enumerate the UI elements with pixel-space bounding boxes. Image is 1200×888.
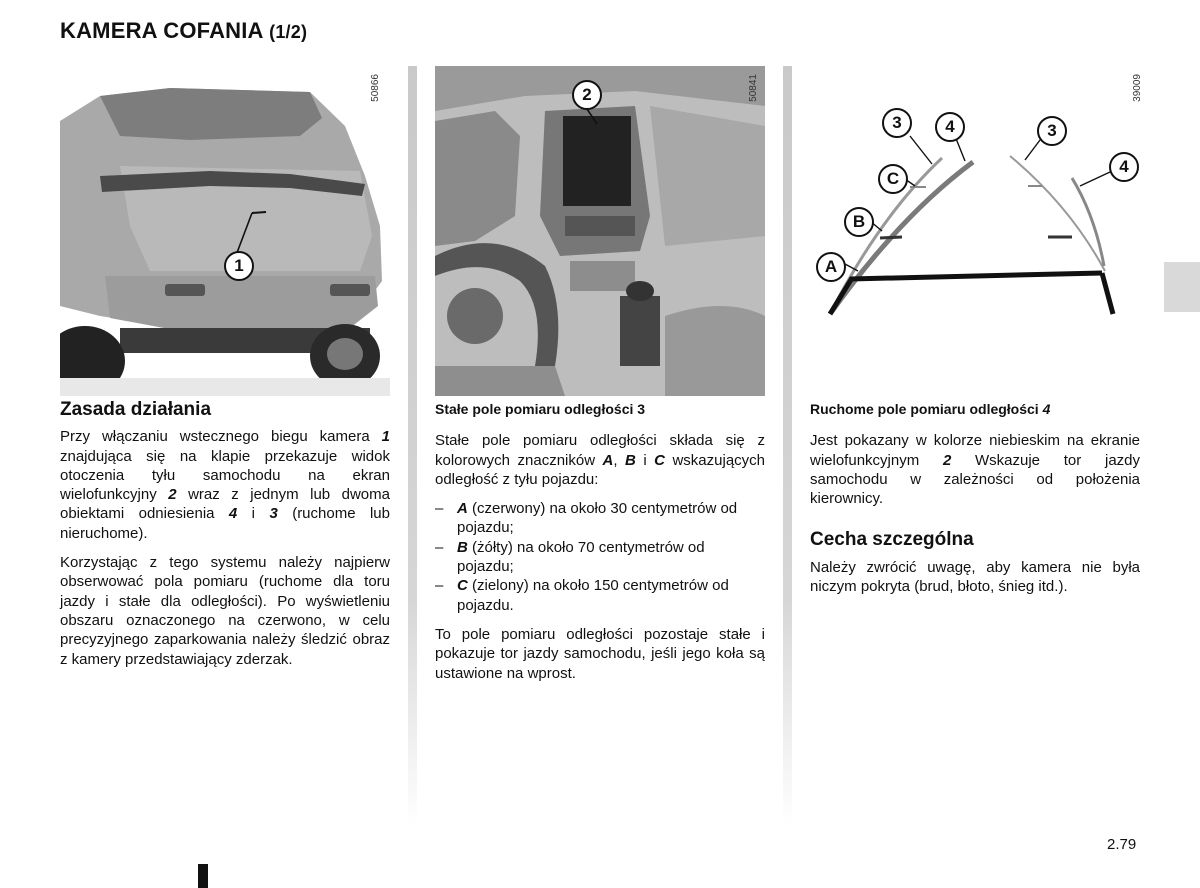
distance-list (435, 499, 765, 615)
paragraph: Należy zwrócić uwagę, aby kamera nie była niczym pokryta (brud, błoto, śnieg itd.). (810, 558, 1140, 596)
page-title-part: (1/2) (269, 22, 308, 42)
column-separator (408, 66, 417, 826)
car-rear-illustration (60, 66, 390, 396)
callout-c: C (878, 164, 908, 194)
callout-4-left: 4 (935, 112, 965, 142)
list-item: – C (zielony) na około 150 centymetrów od pojazdu. (435, 577, 729, 614)
paragraph: Jest pokazany w kolorze niebieskim na ekranie wielofunkcyjnym 2 Wskazuje tor jazdy samochodu w zależności od położenia kierownicy. (810, 432, 1140, 508)
page-title (60, 18, 307, 44)
callout-4-right: 4 (1109, 152, 1139, 182)
dashboard-illustration (435, 66, 765, 396)
callout-3-right: 3 (1037, 116, 1067, 146)
column-3 (810, 400, 1140, 606)
paragraph: Przy włączaniu wstecznego biegu kamera 1 znajdująca się na klapie przekazuje widok otoczenia tyłu samochodu na ekran wielofunkcyjny 2 wraz z jednym lub dwoma obiektami odniesienia 4 i 3 (ruchome lub nieruchome). (60, 428, 390, 542)
paragraph: Korzystając z tego systemu należy najpierw obserwować pola pomiaru (ruchome dla toru jazdy i stałe dla odległości). Po wyświetleniu obszaru oznaczonego na czerwono, w celu precyzyjnego zaparkowania należy śledzić obraz z kamery przedstawiający zderzak. (60, 554, 390, 668)
callout-a: A (816, 252, 846, 282)
paragraph: Stałe pole pomiaru odległości składa się z kolorowych znaczników A, B i C wskazujących odległość z tyłu pojazdu: (435, 432, 766, 488)
print-mark (198, 864, 208, 888)
figure-car-rear (60, 66, 390, 396)
section-heading: Stałe pole pomiaru odległości 3 (435, 401, 646, 417)
callout-3-left: 3 (882, 108, 912, 138)
chapter-tab (1164, 262, 1200, 312)
figure-dashboard (435, 66, 765, 396)
column-1 (60, 400, 390, 679)
section-heading: Cecha szczególna (810, 529, 974, 551)
list-item: – A (czerwony) na około 30 centymetrów od pojazdu; (435, 500, 738, 537)
section-heading: Zasada działania (60, 399, 212, 420)
callout-2: 2 (572, 80, 602, 110)
figure-number: 39009 (1132, 74, 1143, 102)
callout-1: 1 (224, 251, 254, 281)
figure-guidelines (810, 66, 1160, 396)
section-heading: Ruchome pole pomiaru odległości 4 (810, 401, 1051, 417)
paragraph: To pole pomiaru odległości pozostaje stałe i pokazuje tor jazdy samochodu, jeśli jego koła są ustawione na wprost. (435, 625, 765, 682)
callout-b: B (844, 207, 874, 237)
list-item: – B (żółty) na około 70 centymetrów od pojazdu; (435, 538, 705, 576)
figure-number: 50866 (370, 74, 381, 102)
column-2 (435, 400, 765, 693)
page-number: 2.79 (1107, 836, 1137, 853)
figure-number: 50841 (748, 74, 759, 102)
page-title-text: KAMERA COFANIA (60, 18, 263, 43)
column-separator (783, 66, 792, 826)
